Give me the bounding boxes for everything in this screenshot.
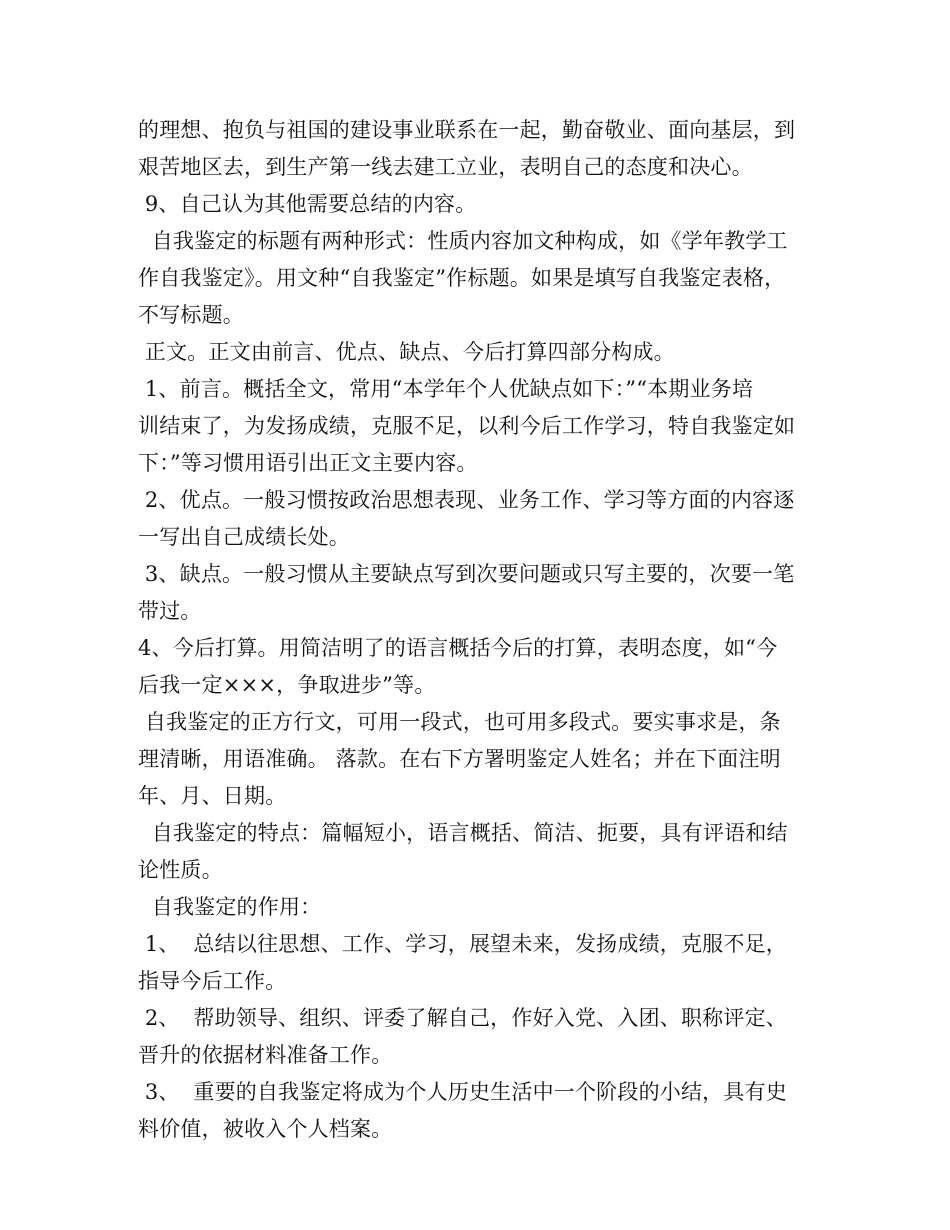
text-line: 带过。 [138, 599, 202, 623]
text-line: 晋升的依据材料准备工作。 [138, 1043, 393, 1067]
text-line: 理清晰，用语准确。 落款。在右下方署明鉴定人姓名；并在下面注明 [138, 747, 781, 771]
text-line: 不写标题。 [138, 303, 244, 327]
text-line: 2、优点。一般习惯按政治思想表现、业务工作、学习等方面的内容逐 [138, 488, 795, 512]
text-line: 年、月、日期。 [138, 784, 287, 808]
text-line: 艰苦地区去，到生产第一线去建工立业，表明自己的态度和决心。 [138, 155, 753, 179]
text-line: 的理想、抱负与祖国的建设事业联系在一起，勤奋敬业、面向基层，到 [138, 118, 796, 142]
text-line: 自我鉴定的特点：篇幅短小，语言概括、简洁、扼要，具有评语和结 [138, 821, 788, 845]
text-line: 自我鉴定的作用： [138, 895, 322, 919]
text-line: 4、今后打算。用简洁明了的语言概括今后的打算，表明态度，如“今 [138, 636, 778, 660]
text-line: 指导今后工作。 [138, 969, 287, 993]
text-line: 后我一定×××，争取进步”等。 [138, 673, 436, 697]
text-line: 一写出自己成绩长处。 [138, 525, 350, 549]
text-line: 作自我鉴定》。用文种“自我鉴定”作标题。如果是填写自我鉴定表格， [138, 266, 786, 290]
text-line: 料价值，被收入个人档案。 [138, 1117, 393, 1141]
text-line: 下：”等习惯用语引出正文主要内容。 [138, 451, 478, 475]
text-line: 2、 帮助领导、组织、评委了解自己，作好入党、入团、职称评定、 [138, 1006, 787, 1030]
text-line: 自我鉴定的正方行文，可用一段式，也可用多段式。要实事求是，条 [138, 710, 781, 734]
text-line: 3、缺点。一般习惯从主要缺点写到次要问题或只写主要的，次要一笔 [138, 562, 795, 586]
text-line: 3、 重要的自我鉴定将成为个人历史生活中一个阶段的小结，具有史 [138, 1080, 787, 1104]
text-line: 正文。正文由前言、优点、缺点、今后打算四部分构成。 [138, 340, 675, 364]
text-line: 1、 总结以往思想、工作、学习，展望未来，发扬成绩，克服不足， [138, 932, 787, 956]
text-line: 9、自己认为其他需要总结的内容。 [138, 192, 477, 216]
text-line: 自我鉴定的标题有两种形式：性质内容加文种构成，如《学年教学工 [138, 229, 788, 253]
document-body [138, 112, 828, 1148]
text-line: 1、前言。概括全文，常用“本学年个人优缺点如下：”“本期业务培 [138, 377, 754, 401]
text-line: 训结束了，为发扬成绩，克服不足，以利今后工作学习，特自我鉴定如 [138, 414, 796, 438]
text-line: 论性质。 [138, 858, 223, 882]
